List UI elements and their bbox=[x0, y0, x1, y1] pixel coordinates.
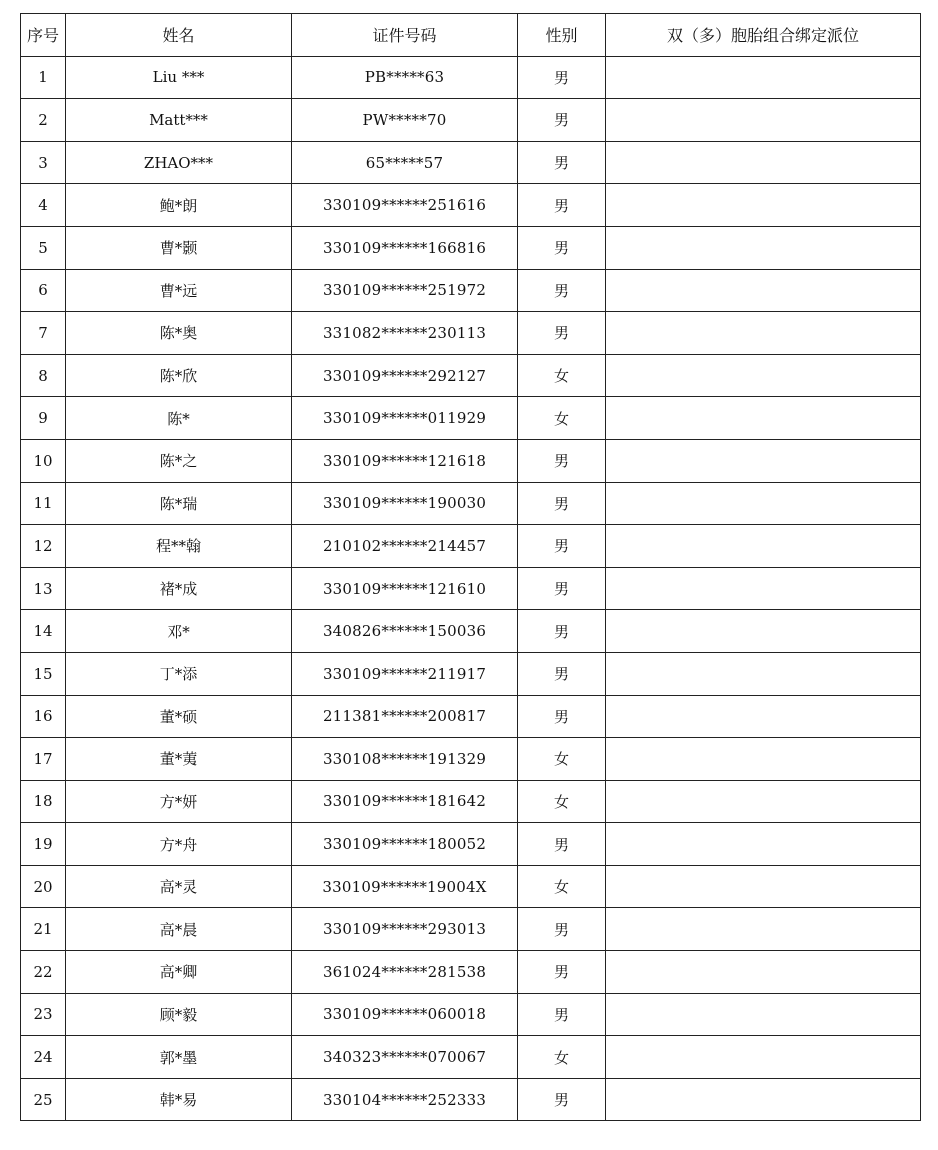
table-row bbox=[21, 56, 921, 99]
cell-name: 方*舟 bbox=[66, 823, 292, 866]
cell-serial-number: 2 bbox=[21, 99, 66, 142]
cell-twin-binding bbox=[606, 269, 921, 312]
cell-twin-binding bbox=[606, 1036, 921, 1079]
cell-twin-binding bbox=[606, 397, 921, 440]
cell-id-number: 330109******19004X bbox=[292, 865, 518, 908]
cell-name: 高*晨 bbox=[66, 908, 292, 951]
cell-name: 陈*欣 bbox=[66, 354, 292, 397]
cell-id-number: 330109******121610 bbox=[292, 567, 518, 610]
cell-twin-binding bbox=[606, 1078, 921, 1121]
cell-serial-number: 16 bbox=[21, 695, 66, 738]
cell-id-number: 330109******293013 bbox=[292, 908, 518, 951]
cell-name: Liu *** bbox=[66, 56, 292, 99]
cell-twin-binding bbox=[606, 738, 921, 781]
table-row bbox=[21, 141, 921, 184]
cell-name: Matt*** bbox=[66, 99, 292, 142]
table-row bbox=[21, 738, 921, 781]
cell-serial-number: 3 bbox=[21, 141, 66, 184]
cell-serial-number: 23 bbox=[21, 993, 66, 1036]
table-row bbox=[21, 99, 921, 142]
table-row bbox=[21, 184, 921, 227]
cell-serial-number: 10 bbox=[21, 439, 66, 482]
cell-serial-number: 11 bbox=[21, 482, 66, 525]
cell-gender: 男 bbox=[518, 99, 606, 142]
cell-gender: 女 bbox=[518, 354, 606, 397]
cell-name: 顾*毅 bbox=[66, 993, 292, 1036]
cell-id-number: PB*****63 bbox=[292, 56, 518, 99]
table-row bbox=[21, 652, 921, 695]
cell-id-number: 65*****57 bbox=[292, 141, 518, 184]
cell-name: 陈*之 bbox=[66, 439, 292, 482]
cell-id-number: 330109******121618 bbox=[292, 439, 518, 482]
cell-gender: 男 bbox=[518, 56, 606, 99]
cell-twin-binding bbox=[606, 567, 921, 610]
cell-gender: 男 bbox=[518, 610, 606, 653]
cell-id-number: 330109******060018 bbox=[292, 993, 518, 1036]
cell-id-number: 330108******191329 bbox=[292, 738, 518, 781]
cell-gender: 女 bbox=[518, 738, 606, 781]
cell-id-number: 330109******251972 bbox=[292, 269, 518, 312]
cell-gender: 男 bbox=[518, 312, 606, 355]
cell-name: 韩*易 bbox=[66, 1078, 292, 1121]
cell-serial-number: 12 bbox=[21, 525, 66, 568]
table-row bbox=[21, 439, 921, 482]
table-row bbox=[21, 269, 921, 312]
cell-id-number: 331082******230113 bbox=[292, 312, 518, 355]
cell-name: 陈*奥 bbox=[66, 312, 292, 355]
cell-serial-number: 8 bbox=[21, 354, 66, 397]
cell-id-number: 330109******251616 bbox=[292, 184, 518, 227]
table-row bbox=[21, 865, 921, 908]
cell-gender: 男 bbox=[518, 525, 606, 568]
table-row bbox=[21, 823, 921, 866]
table-header-row bbox=[21, 14, 921, 57]
cell-name: 高*卿 bbox=[66, 951, 292, 994]
cell-gender: 男 bbox=[518, 652, 606, 695]
student-roster-table bbox=[20, 13, 921, 1121]
cell-id-number: 330109******011929 bbox=[292, 397, 518, 440]
cell-serial-number: 13 bbox=[21, 567, 66, 610]
table-row bbox=[21, 951, 921, 994]
cell-serial-number: 25 bbox=[21, 1078, 66, 1121]
cell-name: 董*荑 bbox=[66, 738, 292, 781]
cell-twin-binding bbox=[606, 908, 921, 951]
cell-serial-number: 18 bbox=[21, 780, 66, 823]
cell-name: ZHAO*** bbox=[66, 141, 292, 184]
cell-id-number: 340323******070067 bbox=[292, 1036, 518, 1079]
cell-gender: 女 bbox=[518, 397, 606, 440]
header-serial-number: 序号 bbox=[21, 14, 66, 57]
cell-gender: 男 bbox=[518, 141, 606, 184]
cell-id-number: 330109******166816 bbox=[292, 226, 518, 269]
cell-gender: 男 bbox=[518, 993, 606, 1036]
cell-serial-number: 21 bbox=[21, 908, 66, 951]
cell-twin-binding bbox=[606, 141, 921, 184]
cell-gender: 女 bbox=[518, 1036, 606, 1079]
cell-id-number: 361024******281538 bbox=[292, 951, 518, 994]
cell-serial-number: 5 bbox=[21, 226, 66, 269]
cell-gender: 男 bbox=[518, 1078, 606, 1121]
table-row bbox=[21, 780, 921, 823]
cell-id-number: PW*****70 bbox=[292, 99, 518, 142]
cell-id-number: 330104******252333 bbox=[292, 1078, 518, 1121]
cell-twin-binding bbox=[606, 525, 921, 568]
cell-name: 曹*颢 bbox=[66, 226, 292, 269]
cell-id-number: 340826******150036 bbox=[292, 610, 518, 653]
cell-serial-number: 15 bbox=[21, 652, 66, 695]
cell-twin-binding bbox=[606, 610, 921, 653]
cell-gender: 男 bbox=[518, 695, 606, 738]
cell-id-number: 330109******292127 bbox=[292, 354, 518, 397]
cell-gender: 男 bbox=[518, 184, 606, 227]
header-name: 姓名 bbox=[66, 14, 292, 57]
cell-serial-number: 9 bbox=[21, 397, 66, 440]
cell-name: 董*硕 bbox=[66, 695, 292, 738]
cell-gender: 男 bbox=[518, 226, 606, 269]
table-body bbox=[21, 56, 921, 1121]
cell-name: 程**翰 bbox=[66, 525, 292, 568]
cell-id-number: 330109******180052 bbox=[292, 823, 518, 866]
cell-id-number: 330109******211917 bbox=[292, 652, 518, 695]
cell-name: 方*妍 bbox=[66, 780, 292, 823]
cell-gender: 男 bbox=[518, 951, 606, 994]
table-row bbox=[21, 993, 921, 1036]
cell-serial-number: 4 bbox=[21, 184, 66, 227]
cell-twin-binding bbox=[606, 312, 921, 355]
cell-name: 曹*远 bbox=[66, 269, 292, 312]
cell-gender: 男 bbox=[518, 908, 606, 951]
cell-gender: 女 bbox=[518, 780, 606, 823]
table-row bbox=[21, 1036, 921, 1079]
table-row bbox=[21, 354, 921, 397]
table-row bbox=[21, 567, 921, 610]
cell-gender: 男 bbox=[518, 823, 606, 866]
table-row bbox=[21, 610, 921, 653]
cell-serial-number: 24 bbox=[21, 1036, 66, 1079]
cell-id-number: 330109******190030 bbox=[292, 482, 518, 525]
cell-serial-number: 22 bbox=[21, 951, 66, 994]
cell-name: 鲍*朗 bbox=[66, 184, 292, 227]
cell-gender: 男 bbox=[518, 567, 606, 610]
cell-twin-binding bbox=[606, 226, 921, 269]
cell-name: 褚*成 bbox=[66, 567, 292, 610]
cell-id-number: 330109******181642 bbox=[292, 780, 518, 823]
cell-gender: 男 bbox=[518, 439, 606, 482]
table-row bbox=[21, 226, 921, 269]
table-row bbox=[21, 525, 921, 568]
table-row bbox=[21, 312, 921, 355]
cell-twin-binding bbox=[606, 695, 921, 738]
cell-twin-binding bbox=[606, 780, 921, 823]
cell-serial-number: 1 bbox=[21, 56, 66, 99]
cell-serial-number: 20 bbox=[21, 865, 66, 908]
table-row bbox=[21, 482, 921, 525]
cell-serial-number: 17 bbox=[21, 738, 66, 781]
cell-name: 邓* bbox=[66, 610, 292, 653]
header-twin-binding: 双（多）胞胎组合绑定派位 bbox=[606, 14, 921, 57]
cell-serial-number: 7 bbox=[21, 312, 66, 355]
cell-id-number: 210102******214457 bbox=[292, 525, 518, 568]
cell-name: 陈* bbox=[66, 397, 292, 440]
cell-gender: 女 bbox=[518, 865, 606, 908]
cell-twin-binding bbox=[606, 482, 921, 525]
cell-twin-binding bbox=[606, 993, 921, 1036]
cell-gender: 男 bbox=[518, 482, 606, 525]
cell-serial-number: 6 bbox=[21, 269, 66, 312]
cell-twin-binding bbox=[606, 354, 921, 397]
cell-twin-binding bbox=[606, 184, 921, 227]
table-row bbox=[21, 695, 921, 738]
cell-twin-binding bbox=[606, 439, 921, 482]
cell-name: 高*灵 bbox=[66, 865, 292, 908]
header-id-number: 证件号码 bbox=[292, 14, 518, 57]
cell-id-number: 211381******200817 bbox=[292, 695, 518, 738]
header-gender: 性别 bbox=[518, 14, 606, 57]
cell-name: 郭*墨 bbox=[66, 1036, 292, 1079]
cell-name: 丁*添 bbox=[66, 652, 292, 695]
cell-twin-binding bbox=[606, 865, 921, 908]
cell-serial-number: 14 bbox=[21, 610, 66, 653]
cell-twin-binding bbox=[606, 652, 921, 695]
table-row bbox=[21, 908, 921, 951]
cell-twin-binding bbox=[606, 56, 921, 99]
cell-twin-binding bbox=[606, 951, 921, 994]
table-row bbox=[21, 1078, 921, 1121]
cell-serial-number: 19 bbox=[21, 823, 66, 866]
table-row bbox=[21, 397, 921, 440]
cell-gender: 男 bbox=[518, 269, 606, 312]
cell-name: 陈*瑞 bbox=[66, 482, 292, 525]
cell-twin-binding bbox=[606, 823, 921, 866]
cell-twin-binding bbox=[606, 99, 921, 142]
